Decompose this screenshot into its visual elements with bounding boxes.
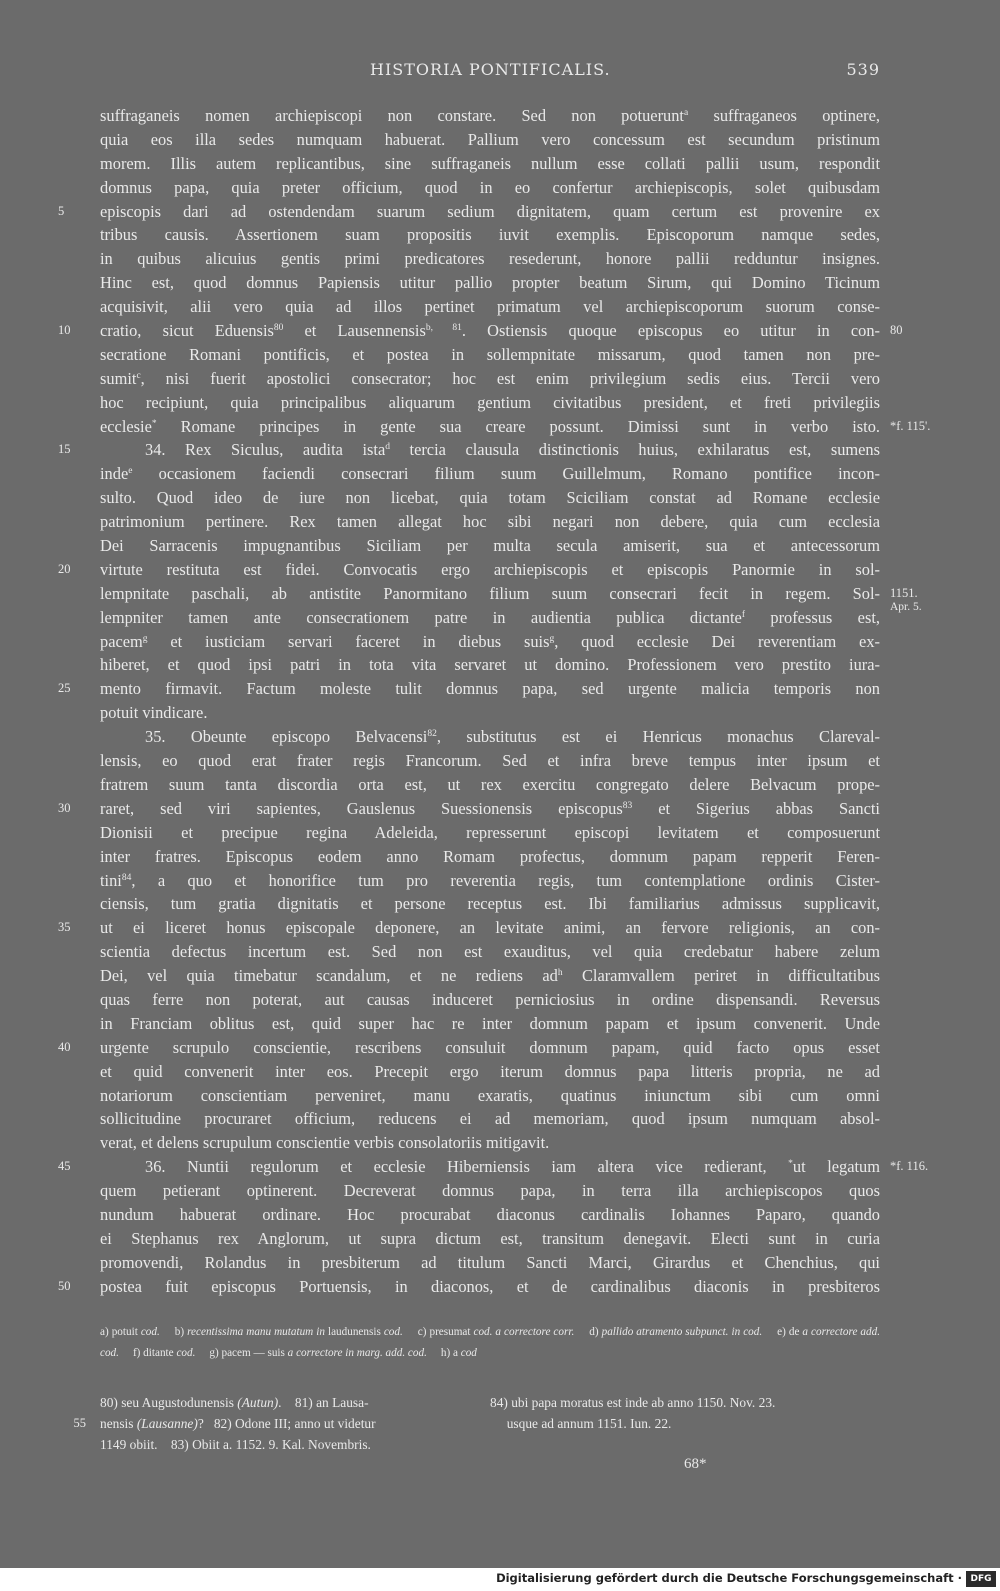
text-line <box>58 438 880 462</box>
text-line-content: quem petierant optinerent. Decreverat domnus papa, in terra illa archiepiscopos quos <box>100 1181 880 1201</box>
text-line <box>100 1131 880 1155</box>
footnote-line <box>490 1392 880 1413</box>
text-line-content: morem. Illis autem replicantibus, sine suffraganeis nullum esse collati pallii usum, respondit <box>100 153 880 173</box>
text-line-content: pacem$^g$ et iusticiam servari faceret in diebus suis$^g$, quod ecclesie Dei reverentiam ex- <box>100 631 880 651</box>
text-line <box>58 200 880 224</box>
text-line <box>58 319 903 343</box>
text-line <box>58 1155 929 1179</box>
text-line <box>58 1036 880 1060</box>
text-line-content: quas ferre non poterat, aut causas induceret perniciosius in ordine dispensandi. Reversus <box>100 989 880 1009</box>
text-line-content: sulto. Quod ideo de iure non licebat, quia totam Sciciliam constat ad Romane ecclesie <box>100 488 880 508</box>
text-line-content: postea fuit episcopus Portuensis, in diaconos, et de cardinalibus diaconis in presbiteros <box>100 1276 880 1296</box>
text-line-content: notariorum conscientiam perveniret, manu exaratis, quatinus iniunctum sibi cum omni <box>100 1085 880 1105</box>
text-line <box>58 797 880 821</box>
page-number: 539 <box>846 60 880 79</box>
critical-apparatus: a) potuit cod. b) recentissima manu mutatum in laudunensis cod. c) presumat cod. a correctore corr. d) pallido atramento subpunct. in cod. e) de a correctore add. cod. f) ditante cod. g) pacem — suis a correctore in marg. add. cod. h) a cod <box>100 1326 880 1359</box>
text-line-content: in Franciam oblitus est, quid super hac re inter domnum papam et ipsum convenerit. Unde <box>100 1013 880 1033</box>
text-line-content: lensis, eo quod erat frater regis Francorum. Sed et infra breve tempus inter ipsum et <box>100 751 880 771</box>
text-line-content: lempnitate paschali, ab antistite Panormitano filium suum consecrari fecit in regem. Sol- <box>100 583 880 603</box>
text-line <box>100 128 880 152</box>
text-line-content: Dei Sarracenis impugnantibus Siciliam per multa secula amiserit, sua et antecessorum <box>100 536 880 556</box>
text-line-content: Dei, vel quia timebatur scandalum, et ne rediens $ad^h$ Claramvallem periret in difficultatibus <box>100 966 880 986</box>
signature-mark: 68* <box>684 1456 707 1472</box>
text-line <box>100 845 880 869</box>
text-line <box>100 343 880 367</box>
line-number: 15 <box>58 442 71 457</box>
text-line <box>100 152 880 176</box>
text-line-content: mento firmavit. Factum moleste tulit domnus papa, sed urgente malicia temporis non <box>100 679 880 699</box>
text-line <box>100 582 922 613</box>
text-line <box>100 630 880 654</box>
text-line-content: fratrem suum tanta discordia orta est, ut rex exercitu congregato delere Belvacum prope- <box>100 774 880 794</box>
text-line-content: in quibus alicuius gentis primi predicatores resederunt, honore pallii redduntur insignes. <box>100 249 880 269</box>
text-line-content: domnus papa, quia preter officium, quod in eo confertur archiepiscopis, solet quibusdam <box>100 177 880 197</box>
line-number: 40 <box>58 1039 71 1054</box>
text-line <box>100 367 880 391</box>
margin-note: *f. 116. <box>890 1159 929 1174</box>
text-line-content: hiberet, et quod ipsi patri in tota vita servaret ut domino. Professionem vero prestito iura- <box>100 655 880 675</box>
text-line <box>100 271 880 295</box>
text-line-content: cratio, sicut Eduensis$^{80}$ et Lausennensis$^{b, 81}$. Ostiensis quoque episcopus eo utitur in con- <box>100 321 881 341</box>
text-line <box>100 176 880 200</box>
footer-bar <box>0 1568 1000 1591</box>
text-line <box>100 725 880 749</box>
text-line <box>100 534 880 558</box>
text-line <box>100 1227 880 1251</box>
text-line <box>100 653 880 677</box>
text-line-content: tribus causis. Assertionem suam propositis iuvit exemplis. Episcoporum namque sedes, <box>100 225 880 245</box>
line-number: 20 <box>58 561 71 576</box>
text-line <box>100 988 880 1012</box>
line-number: 25 <box>58 681 71 696</box>
text-line <box>100 749 880 773</box>
text-line <box>100 1107 880 1131</box>
margin-note: 1151. <box>890 585 918 600</box>
text-line-content: secratione Romani pontificis, et postea in sollempnitate missarum, quod tamen non pre- <box>100 344 880 364</box>
text-line-content: verat, et delens scrupulum conscientie verbis consolatoriis mitigavit. <box>100 1133 550 1153</box>
text-line <box>100 1203 880 1227</box>
text-line <box>100 223 880 247</box>
text-line <box>100 391 880 415</box>
text-line-content: sollicitudine procuraret officium, reducens ei ad memoriam, quod ipsum numquam absol- <box>100 1109 880 1129</box>
text-line <box>58 558 880 582</box>
line-number: 35 <box>58 920 71 935</box>
text-line <box>100 606 880 630</box>
text-line-content: nundum habuerat ordinare. Hoc procurabat diaconus cardinalis Iohannes Paparo, quando <box>100 1204 880 1224</box>
footnote-line <box>490 1413 880 1434</box>
footnote-text: 80) seu Augustodunensis (Autun). 81) an Lausa- <box>100 1395 369 1410</box>
text-line <box>58 677 880 701</box>
text-line-content: potuit vindicare. <box>100 703 208 723</box>
footnotes-left-column <box>73 1392 480 1455</box>
text-line-content: acquisivit, alii vero quia ad illos pertinet primatum vel archiepiscoporum suorum conse- <box>100 297 880 317</box>
text-line <box>100 1012 880 1036</box>
footnote-text: usque ad annum 1151. Iun. 22. <box>490 1416 672 1431</box>
footnote-line <box>100 1392 480 1413</box>
text-line-content: quia eos illa sedes numquam habuerat. Pallium vero concessum est secundum pristinum <box>100 129 880 149</box>
text-line-content: ei Stephanus rex Anglorum, ut supra dictum est, transitum denegavit. Electi sunt in curia <box>100 1228 880 1248</box>
text-line <box>100 1060 880 1084</box>
text-line <box>100 940 880 964</box>
footnote-text: nensis (Lausanne)? 82) Odone III; anno ut videtur <box>100 1416 376 1431</box>
text-line <box>100 247 880 271</box>
text-line <box>100 821 880 845</box>
margin-note: 80 <box>890 323 903 338</box>
text-line-content: hoc recipiunt, quia principalibus aliquarum gentium civitatibus president, et freti privilegiis <box>100 392 880 412</box>
line-number: 45 <box>58 1159 71 1174</box>
text-line-content: 36. Nuntii regulorum et ecclesie Hiberniensis iam altera vice redierant, *ut legatum <box>145 1157 880 1177</box>
text-line-content: sumit$^c$, nisi fuerit apostolici consecrator; hoc est enim privilegium sedis eius. Tercii vero <box>100 368 880 388</box>
line-number: 10 <box>58 323 71 338</box>
text-line-content: virtute restituta est fidei. Convocatis ergo archiepiscopis et episcopis Panormie in sol- <box>100 559 880 579</box>
text-line <box>100 1179 880 1203</box>
text-line <box>100 462 880 486</box>
text-line <box>58 1275 880 1299</box>
text-line-content: ut ei liceret honus episcopale deponere, an levitate animi, an fervore religionis, an con- <box>100 918 880 938</box>
text-line-content: Hinc est, quod domnus Papiensis utitur pallio propter beatum Sirum, qui Domino Ticinum <box>100 273 880 293</box>
text-line-content: lempniter tamen ante consecrationem patre in audientia publica dictante$^f$ professus est, <box>100 607 880 627</box>
text-line <box>100 510 880 534</box>
footnote-text: 84) ubi papa moratus est inde ab anno 1150. Nov. 23. <box>490 1395 776 1410</box>
text-line-content: et quid convenerit inter eos. Precepit ergo iterum domnus papa litteris propria, ne ad <box>100 1061 880 1081</box>
line-number: 50 <box>58 1278 71 1293</box>
margin-note: *f. 115'. <box>890 418 931 433</box>
text-line <box>100 415 931 439</box>
dfg-logo: DFG <box>966 1571 996 1587</box>
text-line-content: 35. Obeunte episcopo Belvacensi$^{82}$, substitutus est ei Henricus monachus Clareval- <box>145 727 880 747</box>
margin-note-date: Apr. 5. <box>890 600 922 613</box>
footnotes-right-column <box>490 1392 880 1434</box>
text-line-content: episcopis dari ad ostendendam suarum sedium dignitatem, quam certum est provenire ex <box>100 201 880 221</box>
text-line <box>100 701 880 725</box>
text-line <box>100 773 880 797</box>
footnote-line <box>73 1413 480 1434</box>
footer-credit: Digitalisierung gefördert durch die Deutsche Forschungsgemeinschaft · <box>496 1571 962 1585</box>
text-line-content: urgente scrupulo conscientie, rescribens consuluit domnum papam, quid facto opus esset <box>100 1037 880 1057</box>
text-line <box>100 295 880 319</box>
footnote-line <box>100 1434 480 1455</box>
text-line-content: ciensis, tum gratia dignitatis et persone receptus est. Ibi familiarius admissus supplicavit, <box>100 894 880 914</box>
line-number: 5 <box>58 203 65 218</box>
text-line-content: promovendi, Rolandus in presbiterum ad titulum Sancti Marci, Girardus et Chenchius, qui <box>100 1252 880 1272</box>
text-line-content: raret, sed viri sapientes, Gauslenus Suessionensis episcopus$^{83}$ et Sigerius abbas Sancti <box>100 798 880 818</box>
line-number: 55 <box>73 1416 86 1430</box>
text-line-content: scientia defectus incertum est. Sed non est exauditus, vel quia credebatur habere zelum <box>100 942 880 962</box>
text-line-content: inde$^e$ occasionem faciendi consecrari filium suum Guillelmum, Romano pontifice incon- <box>100 464 880 484</box>
text-line <box>100 104 880 128</box>
footnote-text: 1149 obiit. 83) Obiit a. 1152. 9. Kal. Novembris. <box>100 1437 371 1452</box>
text-line <box>58 916 880 940</box>
line-number: 30 <box>58 800 71 815</box>
text-line-content: inter fratres. Episcopus eodem anno Romam profectus, domnum papam repperit Feren- <box>100 846 880 866</box>
text-line <box>100 869 880 893</box>
running-title: HISTORIA PONTIFICALIS. <box>370 60 611 79</box>
text-line <box>100 1084 880 1108</box>
text-line <box>100 964 880 988</box>
text-line-content: tini$^{84}$, a quo et honorifice tum pro reverentia regis, tum contemplatione ordinis Cister- <box>100 870 880 890</box>
text-line-content: 34. Rex Siculus, audita ista$^d$ tercia clausula distinctionis huius, exhilaratus est, sumens <box>145 440 880 460</box>
text-line-content: ecclesie* Romane principes in gente sua creare possunt. Dimissi sunt in verbo isto. <box>100 416 880 436</box>
text-line <box>100 892 880 916</box>
text-line-content: suffraganeis nomen archiepiscopi non constare. Sed non potuerunt$^a$ suffraganeos optinere, <box>100 106 880 125</box>
text-line <box>100 486 880 510</box>
text-line-content: Dionisii et precipue regina Adeleida, represserunt episcopi levitatem et composuerunt <box>100 822 880 842</box>
text-line <box>100 1251 880 1275</box>
text-line-content: patrimonium pertinere. Rex tamen allegat hoc sibi negari non debere, quia cum ecclesia <box>100 512 880 532</box>
main-text <box>58 104 931 1299</box>
